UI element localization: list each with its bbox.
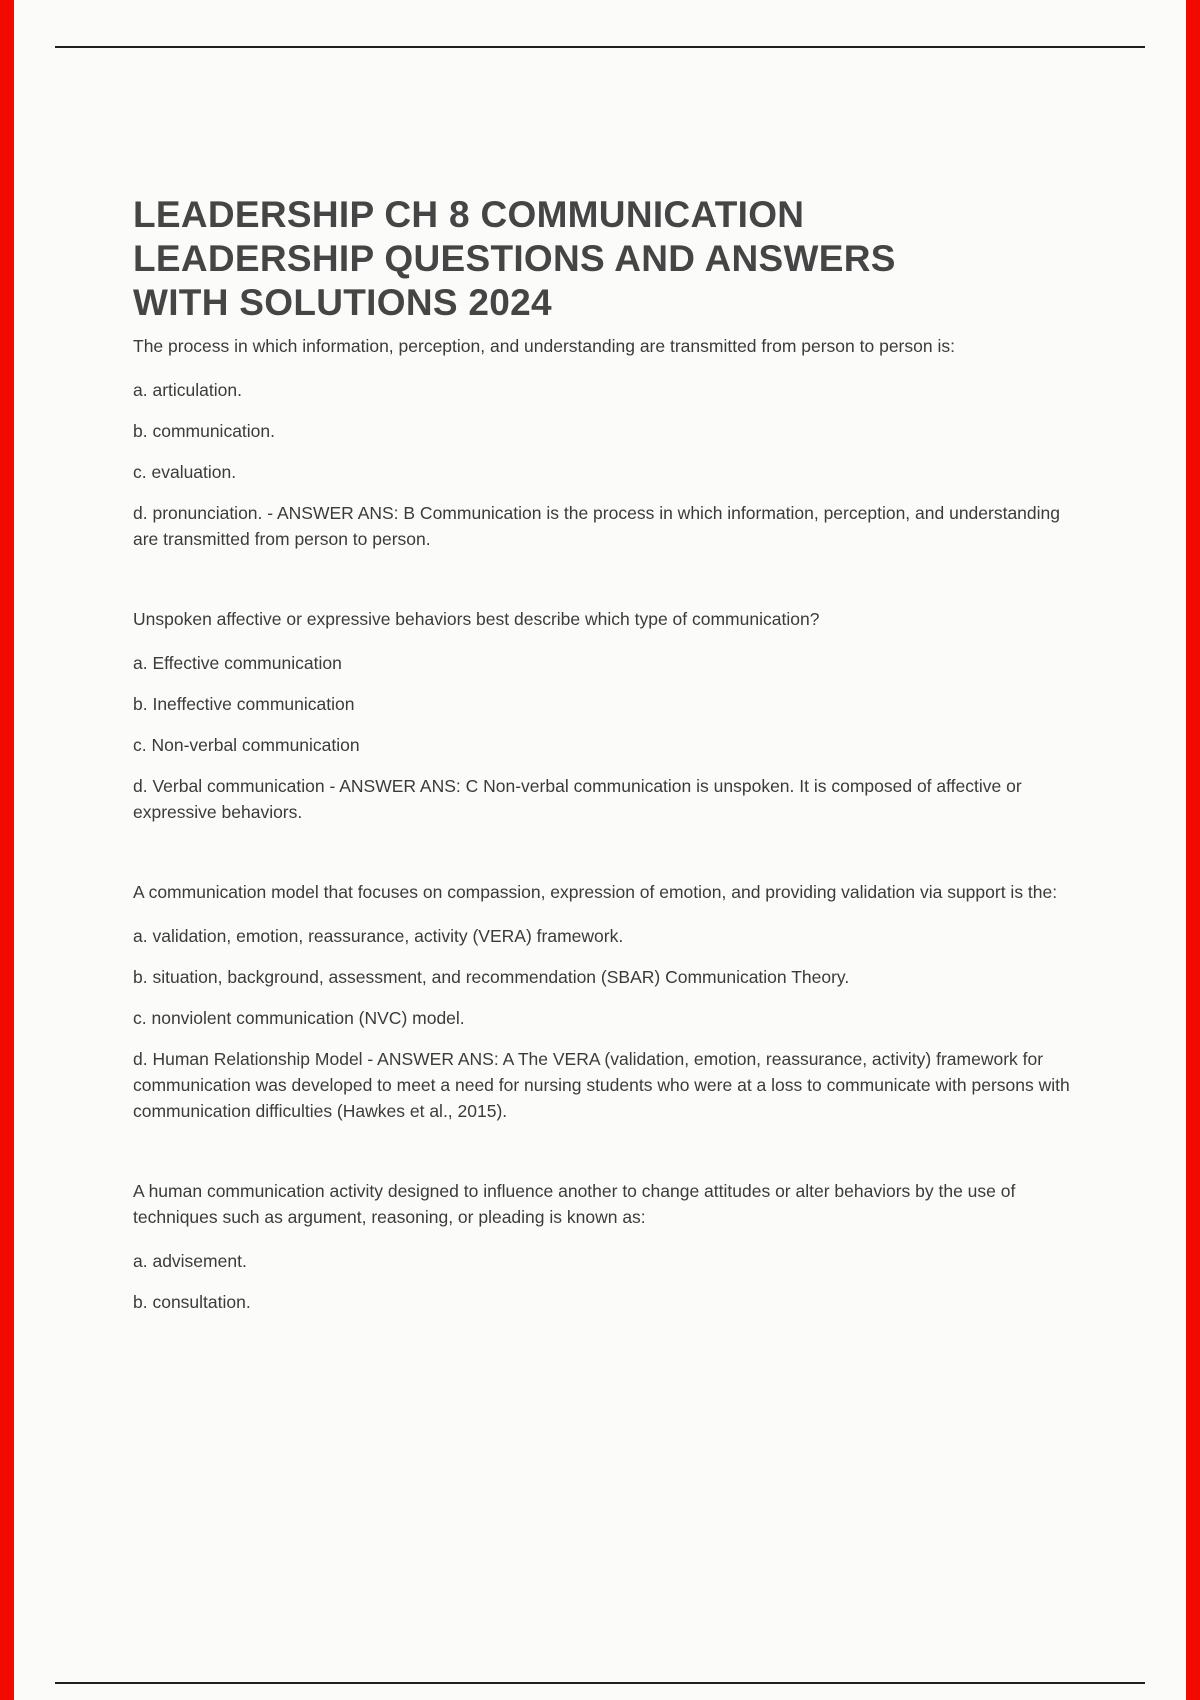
question-1-option-b: b. communication. bbox=[133, 421, 276, 441]
question-1-option-a: a. articulation. bbox=[133, 380, 242, 400]
document-title-line-2: LEADERSHIP QUESTIONS AND ANSWERS bbox=[133, 238, 896, 279]
document-title bbox=[133, 193, 1073, 325]
question-3-option-c: c. nonviolent communication (NVC) model. bbox=[133, 1008, 465, 1028]
page-right-red-border bbox=[1186, 0, 1200, 1700]
question-1-text: The process in which information, perception, and understanding are transmitted from person to person is: bbox=[133, 336, 955, 356]
bottom-horizontal-rule bbox=[55, 1682, 1145, 1684]
question-1-option-d-and-answer: d. pronunciation. - ANSWER ANS: B Communication is the process in which information, perception, and understanding are transmitted from person to person. bbox=[133, 503, 1061, 549]
question-2-option-d-and-answer: d. Verbal communication - ANSWER ANS: C Non-verbal communication is unspoken. It is composed of affective or expressive behaviors. bbox=[133, 776, 1022, 822]
document-title-line-3: WITH SOLUTIONS 2024 bbox=[133, 282, 552, 323]
top-horizontal-rule bbox=[55, 46, 1145, 48]
question-block-1 bbox=[133, 333, 1073, 552]
question-block-2 bbox=[133, 606, 1073, 825]
question-2-option-b: b. Ineffective communication bbox=[133, 694, 355, 714]
question-1-option-c: c. evaluation. bbox=[133, 462, 237, 482]
question-3-option-d-and-answer: d. Human Relationship Model - ANSWER ANS: A The VERA (validation, emotion, reassurance, activity) framework for communication was developed to meet a need for nursing students who were at a loss to communicate with persons with communication difficulties (Hawkes et al., 2015). bbox=[133, 1049, 1070, 1121]
question-block-4 bbox=[133, 1178, 1073, 1315]
question-3-option-a: a. validation, emotion, reassurance, activity (VERA) framework. bbox=[133, 926, 624, 946]
question-block-3 bbox=[133, 879, 1073, 1124]
page-left-red-border bbox=[0, 0, 14, 1700]
document-content bbox=[133, 193, 1073, 1330]
question-3-text: A communication model that focuses on compassion, expression of emotion, and providing validation via support is the: bbox=[133, 882, 1058, 902]
question-4-text: A human communication activity designed to influence another to change attitudes or alter behaviors by the use of techniques such as argument, reasoning, or pleading is known as: bbox=[133, 1181, 1016, 1227]
document-title-line-1: LEADERSHIP CH 8 COMMUNICATION bbox=[133, 194, 805, 235]
question-2-text: Unspoken affective or expressive behaviors best describe which type of communication? bbox=[133, 609, 820, 629]
question-4-option-b: b. consultation. bbox=[133, 1292, 251, 1312]
question-3-option-b: b. situation, background, assessment, and recommendation (SBAR) Communication Theory. bbox=[133, 967, 850, 987]
question-4-option-a: a. advisement. bbox=[133, 1251, 247, 1271]
question-2-option-c: c. Non-verbal communication bbox=[133, 735, 360, 755]
question-2-option-a: a. Effective communication bbox=[133, 653, 342, 673]
